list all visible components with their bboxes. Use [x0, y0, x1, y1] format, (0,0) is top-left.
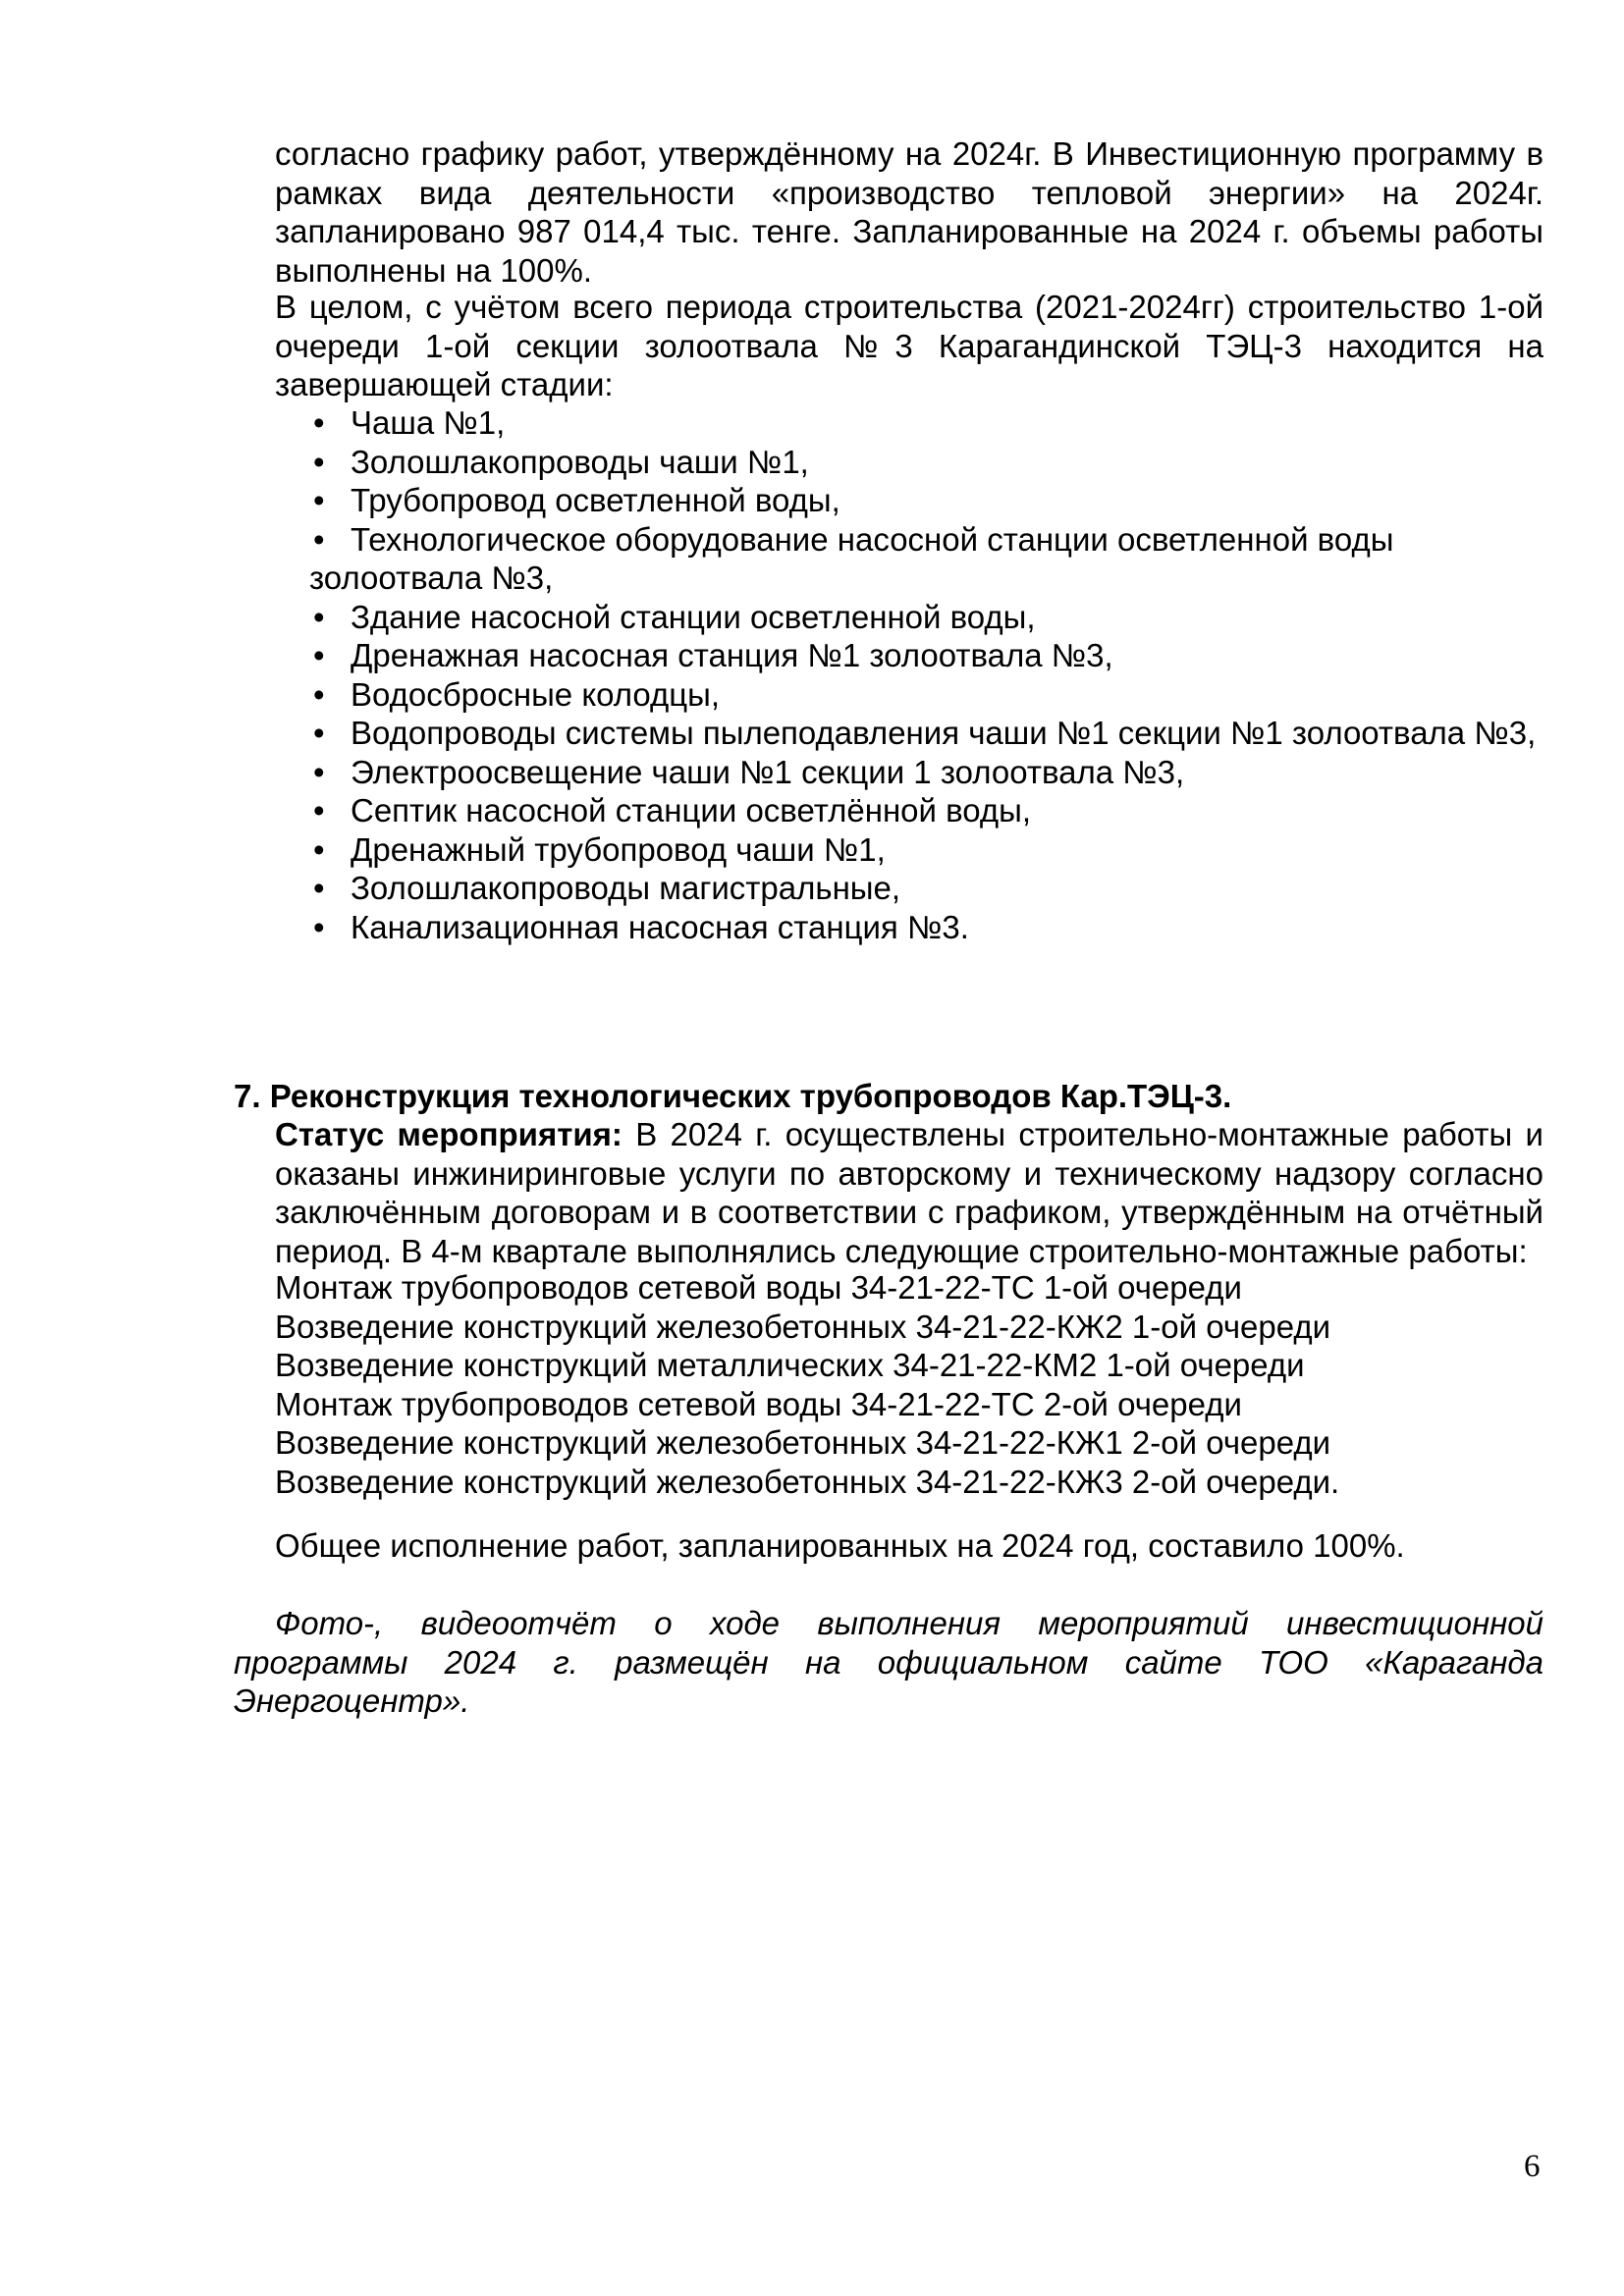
bullet-icon: • — [313, 715, 325, 751]
list-item: • Технологическое оборудование насосной станции осветленной воды золоотвала №3, — [309, 520, 1394, 596]
list-item: • Водосбросные колодцы, — [313, 675, 721, 713]
total-completion: Общее исполнение работ, запланированных на 2024 год, составило 100%. — [275, 1527, 1405, 1564]
work-item: Возведение конструкций железобетонных 34-21-22-КЖ3 2-ой очереди. — [275, 1463, 1340, 1500]
work-item: Возведение конструкций металлических 34-21-22-КМ2 1-ой очереди — [275, 1347, 1305, 1383]
status-paragraph — [275, 1115, 1543, 1270]
list-item: • Чаша №1, — [313, 404, 506, 441]
list-item: • Водопроводы системы пылеподавления чаши №1 секции №1 золоотвала №3, — [309, 714, 1543, 753]
bullet-icon: • — [313, 482, 325, 518]
list-item: • Дренажный трубопровод чаши №1, — [313, 830, 886, 868]
bullet-icon: • — [313, 753, 325, 790]
summary-paragraph: В целом, с учётом всего периода строительства (2021-2024гг) строительство 1-ой очереди 1-ой секции золоотвала №3 Карагандинской ТЭЦ-3 находится на завершающей стадии: — [275, 289, 1543, 402]
list-item: • Септик насосной станции осветлённой воды, — [313, 792, 1032, 828]
list-item: • Золошлакопроводы чаши №1, — [313, 443, 809, 480]
list-item: • Трубопровод осветленной воды, — [313, 482, 840, 518]
status-label: Статус мероприятия: — [275, 1116, 623, 1152]
work-item: Монтаж трубопроводов сетевой воды 34-21-22-ТС 1-ой очереди — [275, 1269, 1242, 1306]
bullet-icon: • — [313, 830, 325, 868]
works-list — [275, 1268, 1339, 1501]
work-item: Монтаж трубопроводов сетевой воды 34-21-22-ТС 2-ой очереди — [275, 1385, 1242, 1422]
intro-paragraph: согласно графику работ, утверждённому на 2024г. В Инвестиционную программу в рамках вида деятельности «производство тепловой энергии» на 2024г. запланировано 987 014,4 тыс. тенге. Запланированные на 2024 г. объемы работы выполнены на 100%. — [275, 135, 1543, 289]
bullet-icon: • — [313, 520, 325, 558]
work-item: Возведение конструкций железобетонных 34-21-22-КЖ1 2-ой очереди — [275, 1424, 1331, 1461]
page-number: 6 — [1524, 2149, 1541, 2184]
section-heading: 7. Реконструкция технологических трубопроводов Кар.ТЭЦ-3. — [234, 1078, 1232, 1114]
bullet-icon: • — [313, 870, 325, 906]
bullet-icon: • — [313, 908, 325, 945]
completed-objects-list — [309, 403, 1543, 946]
bullet-icon: • — [313, 598, 325, 635]
list-item: • Электроосвещение чаши №1 секции 1 золоотвала №3, — [313, 753, 1185, 790]
bullet-icon: • — [313, 792, 325, 828]
bullet-icon: • — [313, 404, 325, 441]
work-item: Возведение конструкций железобетонных 34-21-22-КЖ2 1-ой очереди — [275, 1308, 1331, 1345]
bullet-icon: • — [313, 443, 325, 480]
status-text: В 2024 г. осуществлены строительно-монтажные работы и оказаны инжиниринговые услуги по авторскому и техническому надзору согласно заключённым договорам и в соответствии с графиком, утверждённым на отчётный период. В 4-м квартале выполнялись следующие строительно-монтажные работы: — [275, 1116, 1543, 1269]
list-item: • Здание насосной станции осветленной воды, — [313, 598, 1036, 635]
bullet-icon: • — [313, 637, 325, 673]
list-item: • Золошлакопроводы магистральные, — [313, 870, 901, 906]
report-note: Фото-, видеоотчёт о ходе выполнения мероприятий инвестиционной программы 2024 г. размещён на официальном сайте ТОО «Караганда Энергоцентр». — [234, 1605, 1543, 1719]
list-item: • Дренажная насосная станция №1 золоотвала №3, — [313, 637, 1113, 673]
list-item: • Канализационная насосная станция №3. — [313, 908, 969, 945]
bullet-icon: • — [313, 675, 325, 713]
